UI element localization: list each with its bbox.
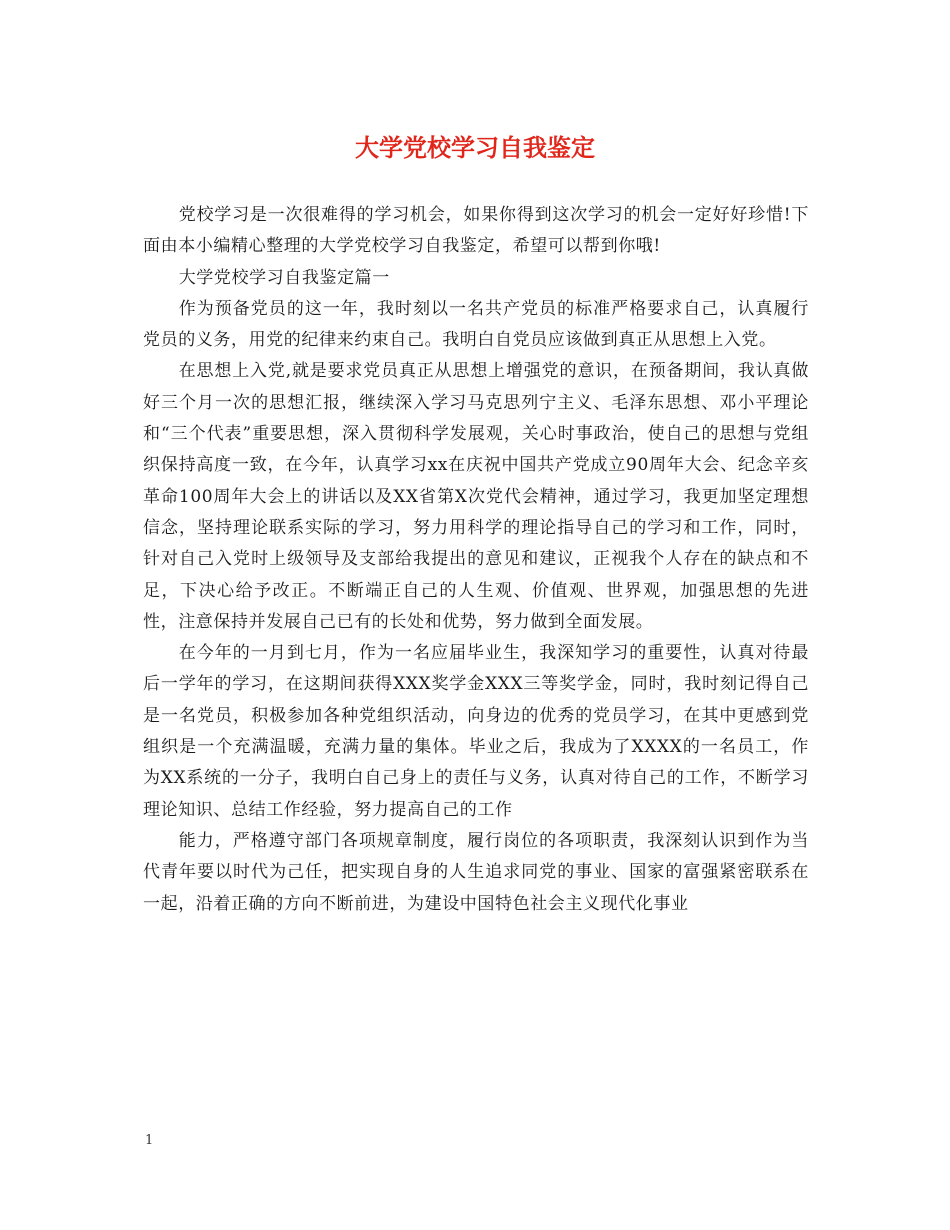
document-body [143,200,809,920]
paragraph: 作为预备党员的这一年，我时刻以一名共产党员的标准严格要求自己，认真履行党员的义务，用党的纪律来约束自己。我明白自党员应该做到真正从思想上入党。 [143,298,809,351]
page-number: 1 [145,1133,154,1148]
paragraph-intro: 党校学习是一次很难得的学习机会，如果你得到这次学习的机会一定好好珍惜!下面由本小编精心整理的大学党校学习自我鉴定，希望可以帮到你哦! [143,205,809,257]
paragraph: 能力，严格遵守部门各项规章制度，履行岗位的各项职责，我深刻认识到作为当代青年要以时代为己任，把实现自身的人生追求同党的事业、国家的富强紧密联系在一起，沿着正确的方向不断前进，为建设中国特色社会主义现代化事业 [143,830,809,914]
paragraph: 在今年的一月到七月，作为一名应届毕业生，我深知学习的重要性，认真对待最后一学年的学习，在这期间获得XXX奖学金XXX三等奖学金，同时，我时刻记得自己是一名党员，积极参加各种党组织活动，向身边的优秀的党员学习，在其中更感到党组织是一个充满温暖，充满力量的集体。毕业之后，我成为了XXXX的一名员工，作为XX系统的一分子，我明白自己身上的责任与义务，认真对待自己的工作，不断学习理论知识、总结工作经验，努力提高自己的工作 [143,643,809,820]
document-title: 大学党校学习自我鉴定 [355,133,595,162]
section-heading: 大学党校学习自我鉴定篇一 [178,267,390,288]
paragraph: 在思想上入党,就是要求党员真正从思想上增强党的意识，在预备期间，我认真做好三个月一次的思想汇报，继续深入学习马克思列宁主义、毛泽东思想、邓小平理论和“三个代表”重要思想，深入贯彻科学发展观，关心时事政治，使自己的思想与党组织保持高度一致，在今年，认真学习xx在庆祝中国共产党成立90周年大会、纪念辛亥革命100周年大会上的讲话以及XX省第X次党代会精神，通过学习，我更加坚定理想信念，坚持理论联系实际的学习，努力用科学的理论指导自己的学习和工作，同时，针对自己入党时上级领导及支部给我提出的意见和建议，正视我个人存在的缺点和不足，下决心给予改正。不断端正自己的人生观、价值观、世界观，加强思想的先进性，注意保持并发展自己已有的长处和优势，努力做到全面发展。 [143,361,809,632]
